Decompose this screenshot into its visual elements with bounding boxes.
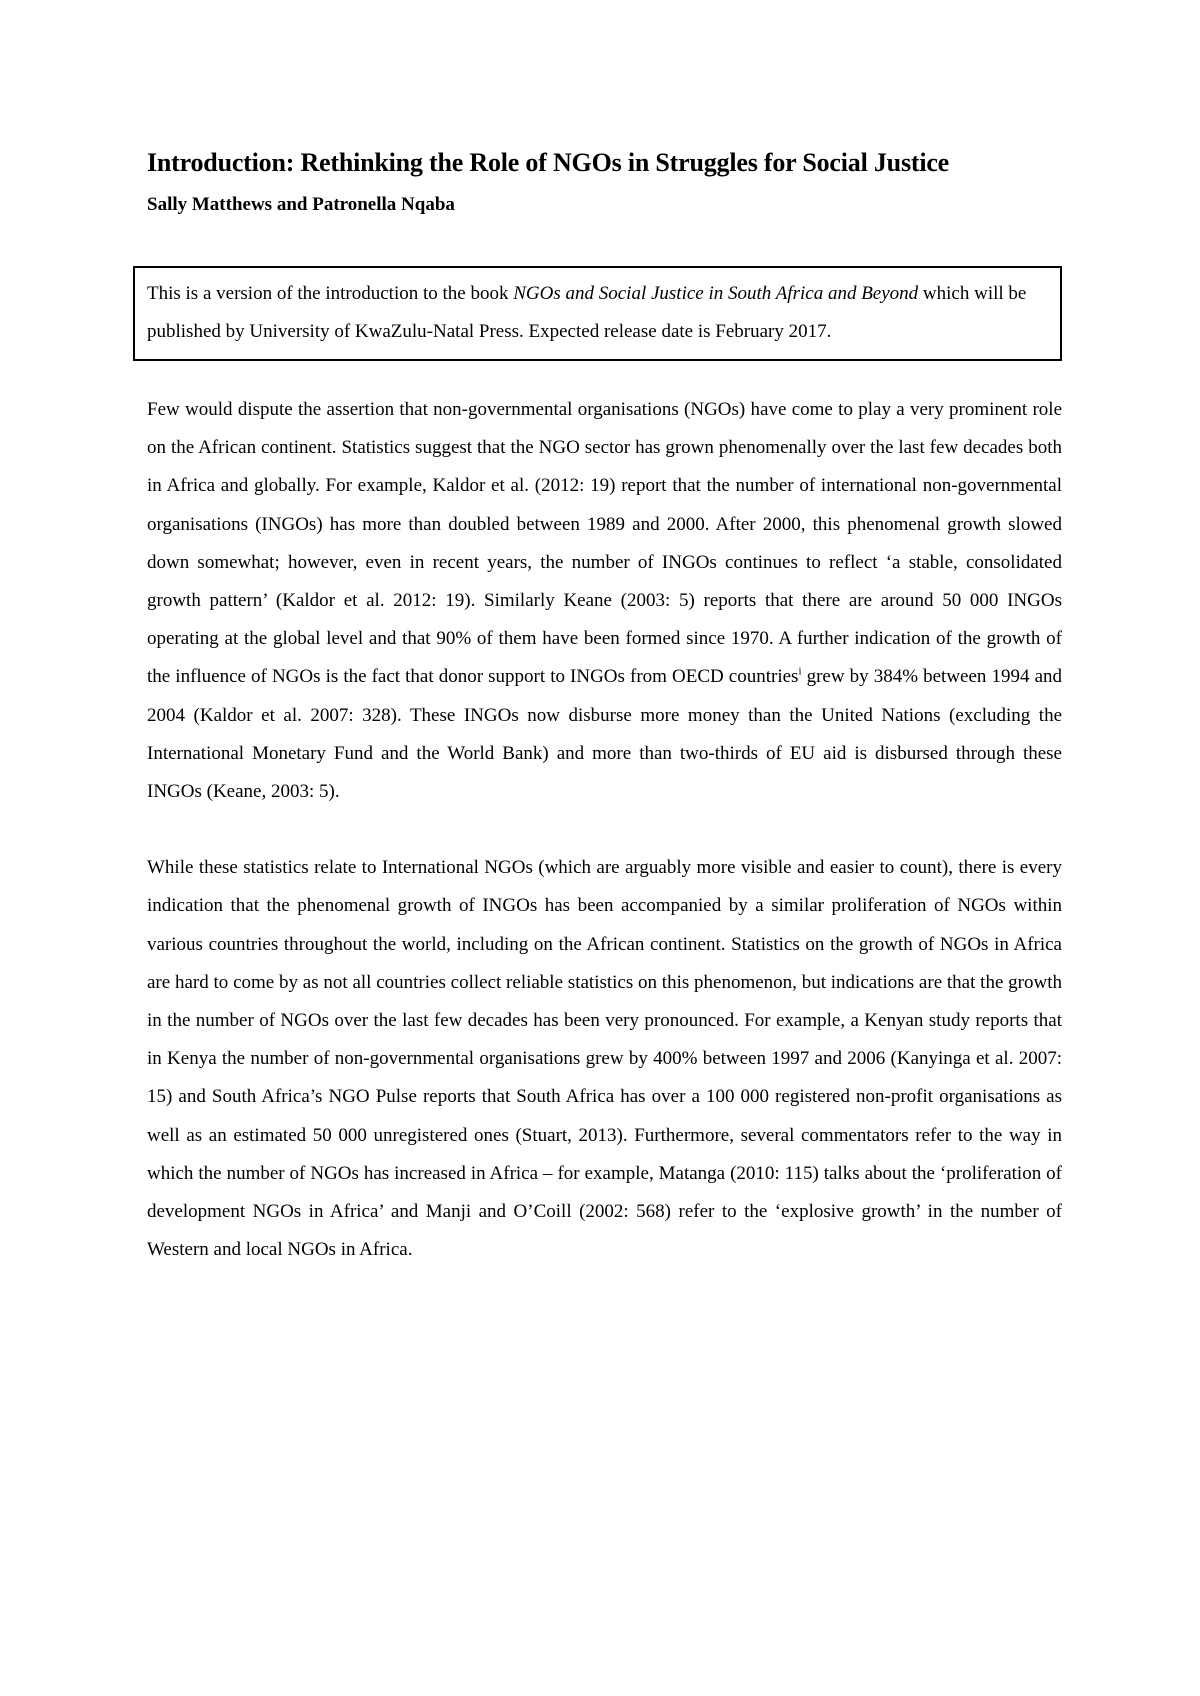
notice-text-after: which will be published by University of KwaZulu-Natal Press. Expected release date is February 2017. — [147, 283, 1027, 342]
document-authors: Sally Matthews and Patronella Nqaba — [147, 194, 455, 215]
publication-notice-text — [147, 275, 1046, 351]
endnote-marker[interactable]: i — [798, 666, 802, 679]
document-title: Introduction: Rethinking the Role of NGOs in Struggles for Social Justice — [147, 148, 950, 177]
notice-book-title: NGOs and Social Justice in South Africa and Beyond — [513, 283, 919, 304]
publication-notice-box — [133, 266, 1062, 361]
paragraph-1-part-1: Few would dispute the assertion that non-governmental organisations (NGOs) have come to play a very prominent role on the African continent. Statistics suggest that the NGO sector has grown phenomenally over the last few decades both in Africa and globally. For example, Kaldor et al. (2012: 19) report that the number of international non-governmental organisations (INGOs) has more than doubled between 1989 and 2000. After 2000, this phenomenal growth slowed down somewhat; however, even in recent years, the number of INGOs continues to reflect ‘a stable, consolidated growth pattern’ (Kaldor et al. 2012: 19). Similarly Keane (2003: 5) reports that there are around 50 000 INGOs operating at the global level and that 90% of them have been formed since 1970. A further indication of the growth of the influence of NGOs is the fact that donor support to INGOs from OECD countries — [147, 399, 1062, 688]
document-page — [147, 146, 1062, 1269]
body-paragraph-1 — [147, 391, 1062, 811]
body-paragraph-2: While these statistics relate to International NGOs (which are arguably more visible and easier to count), there is every indication that the phenomenal growth of INGOs has been accompanied by a similar proliferation of NGOs within various countries throughout the world, including on the African continent. Statistics on the growth of NGOs in Africa are hard to come by as not all countries collect reliable statistics on this phenomenon, but indications are that the growth in the number of NGOs over the last few decades has been very pronounced. For example, a Kenyan study reports that in Kenya the number of non-governmental organisations grew by 400% between 1997 and 2006 (Kanyinga et al. 2007: 15) and South Africa’s NGO Pulse reports that South Africa has over a 100 000 registered non-profit organisations as well as an estimated 50 000 unregistered ones (Stuart, 2013). Furthermore, several commentators refer to the way in which the number of NGOs has increased in Africa – for example, Matanga (2010: 115) talks about the ‘proliferation of development NGOs in Africa’ and Manji and O’Coill (2002: 568) refer to the ‘explosive growth’ in the number of Western and local NGOs in Africa. — [147, 857, 1062, 1261]
notice-text-before: This is a version of the introduction to the book — [147, 283, 514, 304]
paragraph-1-part-2: grew by 384% between 1994 and 2004 (Kaldor et al. 2007: 328). These INGOs now disburse more money than the United Nations (excluding the International Monetary Fund and the World Bank) and more than two-thirds of EU aid is disbursed through these INGOs (Keane, 2003: 5). — [147, 666, 1062, 803]
